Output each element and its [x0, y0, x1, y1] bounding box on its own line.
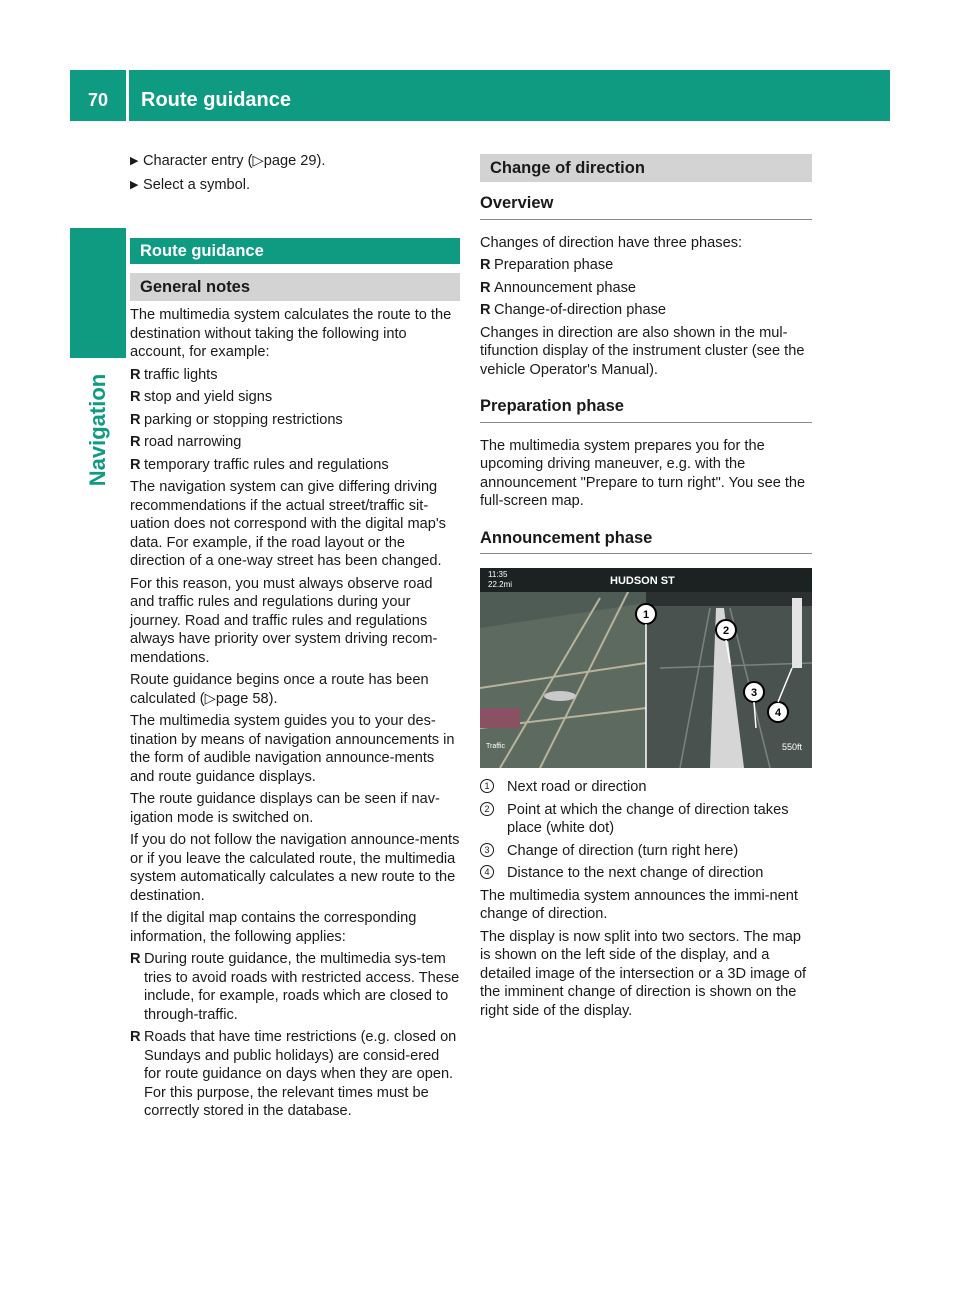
list-item: R road narrowing [130, 434, 242, 450]
subsection-heading: Change of direction [480, 154, 812, 182]
list-item: R Announcement phase [480, 279, 636, 296]
paragraph: Route guidance begins once a route has been calculated (▷page 58). [130, 672, 429, 707]
map-illustration [480, 568, 812, 768]
paragraph: The multimedia system calculates the route to the destination without taking the following into account, for example: [130, 307, 452, 360]
list-item: R temporary traffic rules and regulations [130, 456, 389, 473]
header-divider [126, 70, 129, 121]
page-title: Route guidance [141, 89, 292, 111]
sidebar-label: Navigation [85, 373, 110, 487]
legend-item: 2 Point at which the change of direction takes place (white dot) [480, 801, 812, 838]
section-heading: Route guidance [130, 238, 460, 264]
heading-preparation: Preparation phase [480, 397, 812, 423]
bullet-icon: R [130, 456, 141, 473]
paragraph: The multimedia system guides you to your des-tination by means of navigation announcements in the form of audible navigation announce-ments and route guidance displays. [130, 713, 455, 785]
paragraph: The display is now split into two sectors. The map is shown on the left side of the display, and a detailed image of the intersection or a 3D image of the imminent change of direction is shown on the right side of the display. [480, 928, 807, 1019]
paragraph: For this reason, you must always observe road and traffic rules and regulations during your journey. Road and traffic rules and regulations always have priority over system driving recom-mendations. [130, 575, 438, 666]
callout-1-number: 1 [642, 609, 650, 621]
callout-4-number: 4 [774, 707, 782, 719]
bullet-icon: R [130, 951, 141, 967]
map-street-name: HUDSON ST [610, 575, 675, 587]
legend-item: 4 Distance to the next change of direction [480, 864, 812, 883]
paragraph: If you do not follow the navigation announce-ments or if you leave the calculated route, the multimedia system automatically calculates a new route to the destination. [130, 832, 460, 904]
paragraph: The route guidance displays can be seen if nav-igation mode is switched on. [130, 791, 440, 826]
paragraph: Changes in direction are also shown in the mul-tifunction display of the instrument cluster (see the vehicle Operator's Manual). [480, 324, 805, 378]
paragraph: The navigation system can give differing driving recommendations if the actual street/traffic sit-uation does not correspond with the digital map's data. For example, if the road layout or the direction of a one-way street has been changed. [130, 479, 446, 569]
legend-item: 3 Change of direction (turn right here) [480, 842, 812, 861]
list-item: R During route guidance, the multimedia sys-tem tries to avoid roads with restricted access. These include, for example, roads which are closed to through-traffic. [130, 951, 460, 1023]
step-item: ▶ Character entry (▷page 29). [130, 153, 326, 169]
list-item: R traffic lights [130, 366, 218, 383]
bullet-icon: R [130, 411, 141, 428]
arrow-icon: ▶ [130, 155, 139, 167]
bullet-icon: R [130, 389, 141, 405]
arrow-icon: ▶ [130, 178, 139, 191]
page-number: 70 [87, 90, 109, 110]
map-time: 11:35 [488, 570, 508, 579]
right-column [480, 154, 812, 1020]
paragraph: If the digital map contains the corresponding information, the following applies: [130, 910, 417, 945]
page-ref-icon: ▷ [204, 690, 216, 707]
paragraph: The multimedia system prepares you for the upcoming driving maneuver, e.g. with the announcement "Prepare to turn right". You see the full-screen map. [480, 437, 806, 509]
legend-item: 1 Next road or direction [480, 778, 812, 797]
heading-announcement: Announcement phase [480, 529, 812, 555]
subsection-heading: General notes [130, 273, 460, 301]
page-ref-icon: ▷ [252, 153, 264, 169]
map-distance-label: 550ft [782, 742, 803, 752]
map-distance: 22.2mi [488, 580, 513, 589]
bullet-icon: R [480, 302, 491, 318]
callout-2-number: 2 [722, 625, 730, 637]
legend-marker: 2 [480, 802, 494, 816]
heading-overview: Overview [480, 194, 812, 220]
sidebar-tab [70, 228, 126, 358]
list-item: R Preparation phase [480, 257, 614, 273]
list-item: R Roads that have time restrictions (e.g. closed on Sundays and public holidays) are consid-ered for route guidance on days when they are open. For this purpose, the relevant times must be correctly stored in the database. [130, 1029, 457, 1119]
bullet-icon: R [130, 1029, 141, 1045]
legend-marker: 4 [480, 865, 494, 879]
bullet-icon: R [480, 279, 491, 296]
map-traffic-label: Traffic [486, 743, 506, 750]
callout-3-number: 3 [750, 687, 758, 699]
paragraph: The multimedia system announces the immi-nent change of direction. [480, 887, 798, 922]
list-item: R stop and yield signs [130, 389, 273, 405]
bullet-icon: R [480, 257, 491, 273]
legend-marker: 1 [480, 779, 494, 793]
step-item: ▶ Select a symbol. [130, 176, 251, 193]
page-link[interactable]: page 58). [215, 690, 278, 707]
bullet-icon: R [130, 434, 141, 450]
navigation-map-image [480, 568, 812, 768]
left-column [130, 152, 460, 1121]
bullet-icon: R [130, 366, 141, 383]
list-item: R parking or stopping restrictions [130, 411, 343, 428]
paragraph: Changes of direction have three phases: [480, 234, 743, 251]
list-item: R Change-of-direction phase [480, 302, 666, 318]
legend-marker: 3 [480, 843, 494, 857]
page-link[interactable]: page 29). [263, 153, 326, 169]
